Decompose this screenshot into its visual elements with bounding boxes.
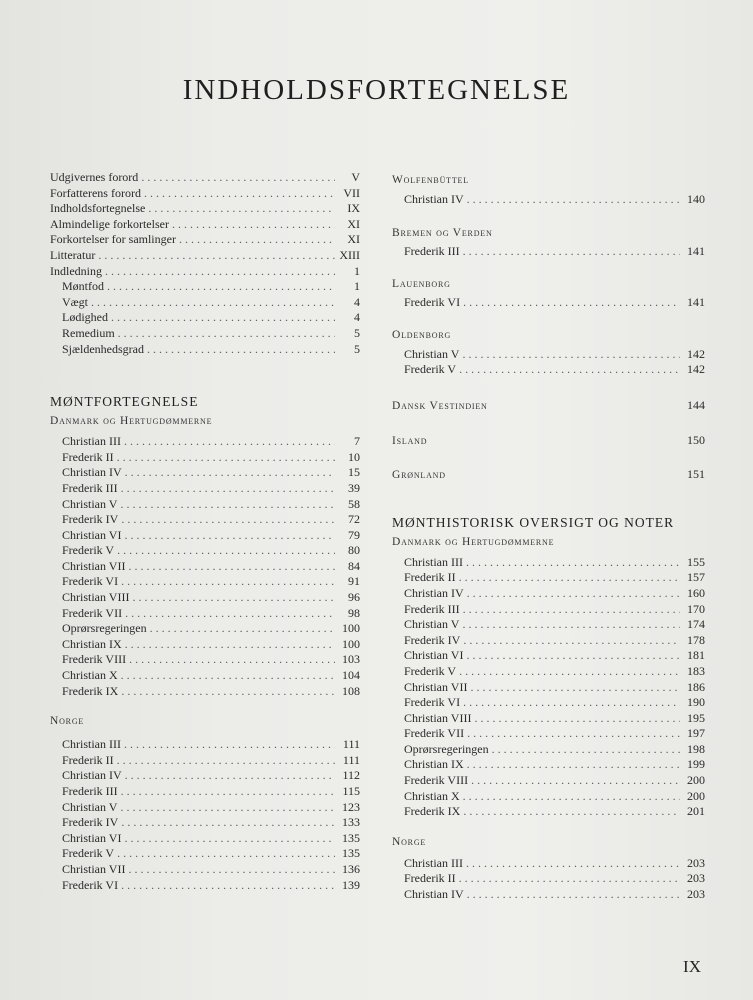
toc-entry-page: 203 bbox=[687, 855, 705, 870]
toc-entry bbox=[392, 856, 705, 872]
toc-entry bbox=[392, 433, 705, 449]
toc-entry bbox=[50, 248, 360, 264]
toc-entry-label: Grønland bbox=[392, 469, 446, 482]
toc-entry bbox=[50, 310, 360, 326]
toc-entry bbox=[392, 586, 705, 602]
toc-left-column bbox=[50, 170, 360, 893]
toc-entry-page: 1 bbox=[354, 263, 360, 278]
dot-leader bbox=[467, 192, 680, 208]
dot-leader bbox=[121, 481, 335, 497]
toc-entry-label: Christian III bbox=[62, 434, 121, 449]
toc-entry bbox=[50, 668, 360, 684]
toc-entry bbox=[392, 871, 705, 887]
history-section-denmark: Danmark og Hertugdømmerne bbox=[392, 535, 555, 548]
toc-entry-page: 115 bbox=[342, 784, 360, 798]
toc-entry-label: Frederik IX bbox=[62, 683, 119, 698]
section-heading-lauenborg: Lauenborg bbox=[392, 278, 451, 291]
toc-entry-page: 170 bbox=[687, 601, 705, 616]
toc-entry bbox=[50, 434, 360, 450]
toc-entry-page: 150 bbox=[687, 432, 705, 447]
toc-entry-label: Christian VI bbox=[404, 648, 464, 663]
toc-entry-label: Oprørsregeringen bbox=[62, 621, 147, 636]
dot-leader bbox=[459, 871, 680, 887]
toc-entry-label: Frederik VIII bbox=[62, 652, 127, 667]
toc-entry bbox=[392, 362, 705, 378]
toc-entry bbox=[50, 606, 360, 622]
toc-entry-page: 141 bbox=[687, 243, 705, 258]
island-entry bbox=[392, 433, 705, 449]
toc-entry-label: Frederik V bbox=[62, 543, 115, 558]
toc-entry-page: 199 bbox=[687, 757, 705, 772]
toc-entry bbox=[50, 264, 360, 280]
dot-leader bbox=[120, 497, 335, 513]
toc-entry-label: Christian V bbox=[62, 799, 118, 814]
toc-entry bbox=[392, 742, 705, 758]
toc-entry-page: 135 bbox=[342, 830, 360, 845]
toc-entry-label: Christian IV bbox=[62, 465, 122, 480]
toc-entry bbox=[50, 481, 360, 497]
toc-entry bbox=[50, 737, 360, 753]
toc-entry bbox=[50, 497, 360, 513]
toc-entry-page: 5 bbox=[354, 341, 360, 356]
toc-entry-label: Forfatterens forord bbox=[50, 185, 141, 200]
history-section-norway: Norge bbox=[392, 835, 427, 848]
toc-entry bbox=[392, 648, 705, 664]
dot-leader bbox=[98, 248, 335, 264]
dot-leader bbox=[467, 726, 680, 742]
toc-entry-label: Sjældenhedsgrad bbox=[62, 341, 144, 356]
toc-entry-page: 80 bbox=[348, 543, 360, 558]
toc-entry-label: Frederik VII bbox=[404, 726, 465, 741]
dot-leader bbox=[150, 621, 335, 637]
toc-entry bbox=[50, 878, 360, 894]
toc-entry bbox=[50, 201, 360, 217]
toc-entry-page: 203 bbox=[687, 871, 705, 886]
dot-leader bbox=[172, 217, 335, 233]
toc-entry-label: Christian III bbox=[404, 554, 463, 569]
toc-entry-label: Christian X bbox=[404, 788, 460, 803]
toc-entry-page: 79 bbox=[348, 527, 360, 542]
dot-leader bbox=[466, 856, 680, 872]
toc-entry bbox=[50, 465, 360, 481]
dot-leader bbox=[118, 326, 335, 342]
toc-entry-label: Christian VIII bbox=[62, 590, 130, 605]
toc-entry bbox=[50, 559, 360, 575]
toc-entry bbox=[50, 815, 360, 831]
dot-leader bbox=[91, 295, 335, 311]
toc-entry-page: 181 bbox=[687, 648, 705, 663]
toc-entry-page: 186 bbox=[687, 679, 705, 694]
dot-leader bbox=[132, 590, 335, 606]
toc-entry bbox=[392, 757, 705, 773]
toc-entry-page: 140 bbox=[687, 192, 705, 206]
dot-leader bbox=[463, 633, 680, 649]
dot-leader bbox=[463, 244, 680, 260]
toc-entry-page: 133 bbox=[342, 815, 360, 830]
toc-entry-page: 96 bbox=[348, 590, 360, 605]
toc-right-column bbox=[392, 170, 705, 903]
dot-leader bbox=[463, 789, 680, 805]
toc-entry-label: Udgivernes forord bbox=[50, 170, 139, 184]
toc-entry bbox=[392, 633, 705, 649]
toc-entry-label: Christian IV bbox=[404, 585, 464, 600]
toc-entry-page: 201 bbox=[687, 804, 705, 819]
dot-leader bbox=[105, 264, 335, 280]
toc-entry bbox=[392, 711, 705, 727]
dot-leader bbox=[470, 680, 680, 696]
dot-leader bbox=[179, 232, 335, 248]
dot-leader bbox=[462, 617, 680, 633]
toc-entry-label: Christian IV bbox=[404, 192, 464, 206]
section-heading-oldenborg: Oldenborg bbox=[392, 328, 452, 341]
toc-entry bbox=[392, 192, 705, 208]
catalog-heading: MØNTFORTEGNELSE bbox=[50, 394, 199, 410]
toc-entry-label: Frederik VI bbox=[404, 695, 461, 710]
toc-entry-label: Frederik V bbox=[62, 846, 115, 861]
toc-entry bbox=[392, 602, 705, 618]
toc-entry-page: 157 bbox=[687, 570, 705, 585]
toc-entry bbox=[50, 831, 360, 847]
dot-leader bbox=[459, 570, 680, 586]
toc-entry-label: Frederik IX bbox=[404, 804, 461, 819]
toc-entry-label: Christian VII bbox=[62, 861, 126, 876]
dot-leader bbox=[467, 887, 680, 903]
vestindien-entry bbox=[392, 398, 705, 414]
dot-leader bbox=[125, 606, 335, 622]
toc-entry-label: Frederik V bbox=[404, 362, 457, 377]
toc-entry-label: Almindelige forkortelser bbox=[50, 216, 169, 231]
toc-entry bbox=[50, 862, 360, 878]
dot-leader bbox=[121, 574, 335, 590]
toc-entry-label: Lødighed bbox=[62, 310, 108, 325]
toc-entry-label: Frederik III bbox=[62, 480, 118, 495]
toc-entry bbox=[392, 570, 705, 586]
toc-entry bbox=[50, 846, 360, 862]
toc-entry bbox=[50, 512, 360, 528]
dot-leader bbox=[463, 695, 680, 711]
toc-entry-label: Frederik VIII bbox=[404, 773, 469, 788]
toc-entry-page: 5 bbox=[354, 325, 360, 340]
toc-entry-label: Frederik III bbox=[62, 784, 118, 798]
toc-entry-page: 136 bbox=[342, 861, 360, 876]
toc-entry bbox=[392, 773, 705, 789]
toc-entry-page: 123 bbox=[342, 799, 360, 814]
toc-entry-label: Forkortelser for samlinger bbox=[50, 232, 176, 247]
toc-entry-label: Christian IV bbox=[404, 887, 464, 902]
toc-entry-page: 190 bbox=[687, 695, 705, 710]
toc-entry bbox=[50, 574, 360, 590]
toc-entry-page: XI bbox=[347, 216, 360, 231]
toc-entry-label: Remedium bbox=[62, 325, 115, 340]
toc-entry-page: 103 bbox=[342, 652, 360, 667]
toc-entry-label: Frederik II bbox=[62, 449, 114, 464]
toc-entry bbox=[50, 684, 360, 700]
introduction-subitems bbox=[50, 279, 360, 357]
toc-entry-page: 183 bbox=[687, 663, 705, 678]
dot-leader bbox=[474, 711, 680, 727]
toc-entry bbox=[50, 621, 360, 637]
toc-entry-label: Indholdsfortegnelse bbox=[50, 201, 146, 216]
toc-entry-label: Christian V bbox=[404, 617, 460, 632]
toc-entry bbox=[50, 279, 360, 295]
dot-leader bbox=[121, 668, 335, 684]
toc-entry bbox=[50, 800, 360, 816]
lauenborg-list bbox=[392, 295, 705, 311]
dot-leader bbox=[463, 295, 680, 311]
dot-leader bbox=[463, 602, 680, 618]
dot-leader bbox=[117, 846, 335, 862]
toc-entry-label: Indledning bbox=[50, 263, 102, 278]
toc-entry-page: 203 bbox=[687, 887, 705, 902]
dot-leader bbox=[124, 737, 335, 753]
dot-leader bbox=[144, 186, 335, 202]
toc-entry-label: Frederik IV bbox=[404, 632, 461, 647]
toc-entry-page: 39 bbox=[348, 480, 360, 495]
toc-entry bbox=[392, 467, 705, 483]
toc-entry bbox=[50, 652, 360, 668]
section-heading-bremen: Bremen og Verden bbox=[392, 226, 493, 239]
oldenborg-list bbox=[392, 347, 705, 378]
dot-leader bbox=[107, 279, 335, 295]
dot-leader bbox=[125, 768, 335, 784]
toc-entry bbox=[392, 695, 705, 711]
toc-entry-label: Vægt bbox=[62, 294, 89, 309]
toc-entry-page: 72 bbox=[348, 512, 360, 527]
toc-entry bbox=[50, 450, 360, 466]
toc-entry bbox=[50, 342, 360, 358]
toc-entry-page: 200 bbox=[687, 788, 705, 803]
toc-entry-page: 111 bbox=[342, 752, 360, 767]
dot-leader bbox=[462, 347, 680, 363]
dot-leader bbox=[129, 652, 335, 668]
toc-entry-label: Christian VI bbox=[62, 527, 122, 542]
toc-entry bbox=[50, 637, 360, 653]
toc-entry-page: 198 bbox=[687, 741, 705, 756]
dot-leader bbox=[148, 201, 335, 217]
gronland-entry bbox=[392, 467, 705, 483]
toc-entry-label: Island bbox=[392, 434, 428, 447]
toc-entry bbox=[392, 244, 705, 260]
dot-leader bbox=[117, 543, 335, 559]
toc-entry-page: 144 bbox=[687, 397, 705, 412]
dot-leader bbox=[141, 170, 335, 186]
toc-entry-page: V bbox=[351, 170, 360, 184]
dot-leader bbox=[125, 465, 335, 481]
dot-leader bbox=[121, 815, 335, 831]
dot-leader bbox=[124, 434, 335, 450]
history-norway-list bbox=[392, 856, 705, 903]
toc-entry-page: 98 bbox=[348, 605, 360, 620]
catalog-section-norway: Norge bbox=[50, 715, 85, 728]
toc-entry-page: 200 bbox=[687, 773, 705, 788]
toc-entry-page: 160 bbox=[687, 585, 705, 600]
toc-entry-page: 142 bbox=[687, 362, 705, 377]
toc-entry-label: Frederik III bbox=[404, 601, 460, 616]
toc-entry-page: 7 bbox=[354, 434, 360, 449]
dot-leader bbox=[125, 637, 335, 653]
toc-entry bbox=[392, 295, 705, 311]
catalog-denmark-list bbox=[50, 434, 360, 699]
toc-entry-label: Frederik VI bbox=[404, 295, 461, 310]
toc-entry-page: 58 bbox=[348, 496, 360, 511]
toc-entry-label: Dansk Vestindien bbox=[392, 399, 488, 412]
toc-entry-label: Christian III bbox=[404, 855, 463, 870]
dot-leader bbox=[467, 586, 680, 602]
dot-leader bbox=[128, 559, 335, 575]
toc-entry bbox=[50, 232, 360, 248]
toc-entry-label: Frederik IV bbox=[62, 815, 119, 830]
toc-entry-label: Christian IX bbox=[62, 636, 122, 651]
toc-entry-page: 197 bbox=[687, 726, 705, 741]
toc-entry-label: Christian V bbox=[62, 496, 118, 511]
toc-entry-page: 108 bbox=[342, 683, 360, 698]
page-number: IX bbox=[683, 957, 701, 976]
toc-entry-page: 4 bbox=[354, 310, 360, 325]
toc-entry-page: 111 bbox=[342, 737, 360, 752]
dot-leader bbox=[124, 831, 335, 847]
toc-entry-label: Frederik III bbox=[404, 243, 460, 258]
toc-entry-page: 104 bbox=[342, 668, 360, 683]
dot-leader bbox=[466, 555, 680, 571]
toc-entry-label: Oprørsregeringen bbox=[404, 741, 489, 756]
dot-leader bbox=[121, 878, 335, 894]
toc-entry-label: Christian VII bbox=[404, 679, 468, 694]
toc-entry bbox=[392, 804, 705, 820]
toc-entry-label: Christian III bbox=[62, 737, 121, 752]
dot-leader bbox=[117, 753, 335, 769]
dot-leader bbox=[467, 757, 680, 773]
dot-leader bbox=[111, 310, 335, 326]
toc-entry-label: Frederik II bbox=[404, 570, 456, 585]
dot-leader bbox=[459, 362, 680, 378]
dot-leader bbox=[121, 512, 335, 528]
toc-entry-label: Frederik V bbox=[404, 663, 457, 678]
toc-entry-label: Christian VIII bbox=[404, 710, 472, 725]
dot-leader bbox=[121, 784, 335, 800]
history-heading: MØNTHISTORISK OVERSIGT OG NOTER bbox=[392, 514, 675, 530]
toc-entry-page: 100 bbox=[342, 636, 360, 651]
toc-entry-label: Litteratur bbox=[50, 247, 96, 262]
toc-entry bbox=[50, 170, 360, 186]
dot-leader bbox=[471, 773, 680, 789]
toc-entry-label: Frederik II bbox=[404, 871, 456, 886]
toc-entry-page: 174 bbox=[687, 617, 705, 632]
toc-entry bbox=[392, 664, 705, 680]
dot-leader bbox=[128, 862, 335, 878]
dot-leader bbox=[147, 342, 335, 358]
catalog-norway-list bbox=[50, 737, 360, 893]
dot-leader bbox=[466, 648, 680, 664]
toc-entry-label: Frederik VII bbox=[62, 605, 123, 620]
toc-entry-page: XI bbox=[347, 232, 360, 247]
toc-entry-page: 1 bbox=[354, 279, 360, 294]
dot-leader bbox=[121, 684, 335, 700]
toc-entry bbox=[392, 726, 705, 742]
toc-entry-page: VII bbox=[343, 185, 360, 200]
toc-entry bbox=[50, 543, 360, 559]
toc-entry-page: 100 bbox=[342, 621, 360, 636]
toc-entry-label: Christian VI bbox=[62, 830, 122, 845]
dot-leader bbox=[124, 528, 335, 544]
dot-leader bbox=[463, 804, 680, 820]
toc-entry-page: 84 bbox=[348, 558, 360, 573]
toc-entry-label: Christian VII bbox=[62, 558, 126, 573]
toc-entry-page: XIII bbox=[339, 247, 360, 262]
toc-entry-page: 91 bbox=[348, 574, 360, 589]
dot-leader bbox=[117, 450, 335, 466]
toc-entry-page: 4 bbox=[354, 294, 360, 309]
toc-entry-page: 135 bbox=[342, 846, 360, 861]
toc-entry bbox=[392, 398, 705, 414]
toc-entry-label: Frederik II bbox=[62, 752, 114, 767]
dot-leader bbox=[120, 800, 335, 816]
toc-entry bbox=[392, 789, 705, 805]
toc-entry-label: Møntfod bbox=[62, 279, 104, 294]
toc-entry bbox=[50, 326, 360, 342]
toc-entry bbox=[50, 528, 360, 544]
toc-entry-page: 142 bbox=[687, 346, 705, 361]
toc-entry bbox=[392, 617, 705, 633]
toc-entry-page: IX bbox=[347, 201, 360, 216]
toc-entry bbox=[50, 784, 360, 800]
toc-entry-label: Christian X bbox=[62, 668, 118, 683]
toc-entry-page: 112 bbox=[342, 768, 360, 783]
toc-entry bbox=[50, 590, 360, 606]
toc-entry-page: 155 bbox=[687, 554, 705, 569]
toc-entry bbox=[392, 347, 705, 363]
toc-entry-page: 10 bbox=[348, 449, 360, 464]
section-heading-wolfenbuttel: Wolfenbüttel bbox=[392, 174, 469, 186]
toc-entry bbox=[392, 680, 705, 696]
toc-entry bbox=[50, 186, 360, 202]
dot-leader bbox=[459, 664, 680, 680]
catalog-section-denmark: Danmark og Hertugdømmerne bbox=[50, 415, 213, 428]
front-matter-list bbox=[50, 170, 360, 279]
toc-entry bbox=[50, 768, 360, 784]
toc-entry bbox=[392, 555, 705, 571]
history-denmark-list bbox=[392, 555, 705, 820]
toc-entry-page: 141 bbox=[687, 295, 705, 310]
toc-entry-label: Frederik VI bbox=[62, 574, 119, 589]
toc-entry-page: 139 bbox=[342, 877, 360, 892]
toc-entry-label: Christian V bbox=[404, 346, 460, 361]
toc-entry-label: Christian IV bbox=[62, 768, 122, 783]
toc-entry bbox=[50, 295, 360, 311]
toc-entry-label: Christian IX bbox=[404, 757, 464, 772]
toc-entry bbox=[392, 887, 705, 903]
toc-entry-label: Frederik VI bbox=[62, 877, 119, 892]
dot-leader bbox=[492, 742, 680, 758]
bremen-list bbox=[392, 244, 705, 260]
toc-entry bbox=[50, 217, 360, 233]
toc-entry-page: 178 bbox=[687, 632, 705, 647]
wolfenbuttel-list bbox=[392, 192, 705, 208]
page-title: INDHOLDSFORTEGNELSE bbox=[182, 74, 571, 106]
toc-entry-label: Frederik IV bbox=[62, 512, 119, 527]
toc-entry-page: 195 bbox=[687, 710, 705, 725]
toc-entry bbox=[50, 753, 360, 769]
toc-entry-page: 151 bbox=[687, 467, 705, 482]
toc-entry-page: 15 bbox=[348, 465, 360, 480]
